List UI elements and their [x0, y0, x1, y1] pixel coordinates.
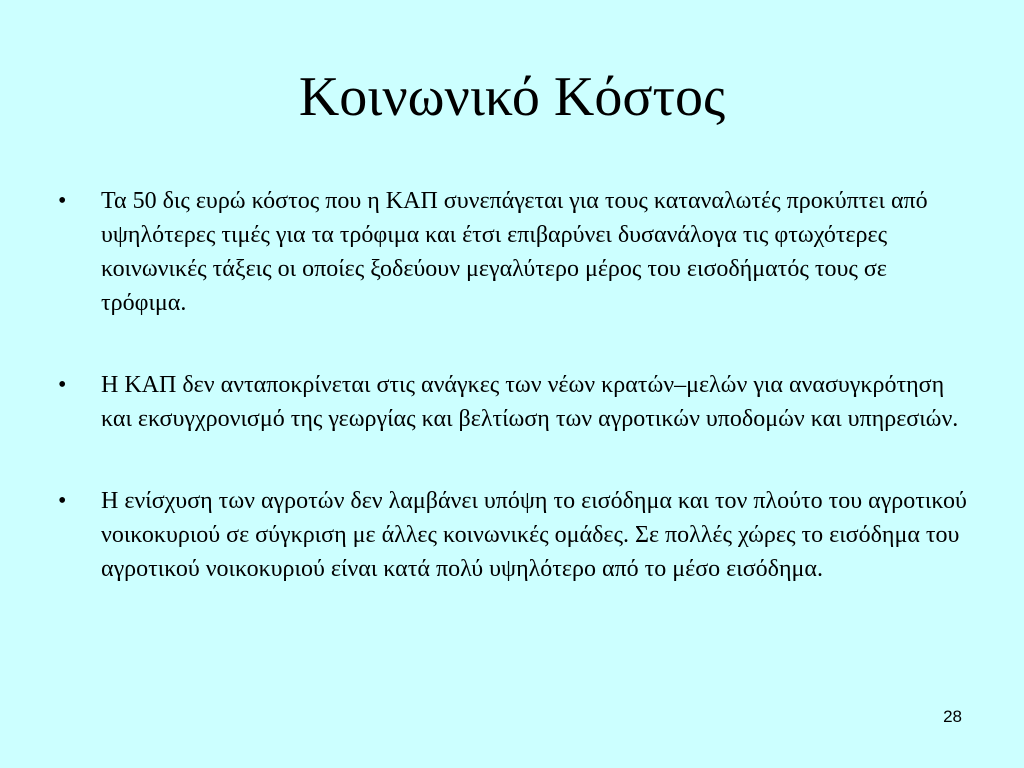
bullet-text: Η ΚΑΠ δεν ανταποκρίνεται στις ανάγκες των νέων κρατών–μελών για ανασυγκρότηση και εκσυγχρονισμό της γεωργίας και βελτίωση των αγροτικών υποδομών και υπηρεσιών.	[101, 372, 959, 432]
bullet-text: Τα 50 δις ευρώ κόστος που η ΚΑΠ συνεπάγεται για τους καταναλωτές προκύπτει από υψηλότερες τιμές για τα τρόφιμα και έτσι επιβαρύνει δυσανάλογα τις φτωχότερες κοινωνικές τάξεις οι οποίες ξοδεύουν μεγαλύτερο μέρος του εισοδήματός τους σε τρόφιμα.	[101, 188, 928, 316]
slide-number: 28	[943, 707, 962, 726]
bullet-icon: •	[58, 488, 67, 514]
bullet-item-consumer-cost	[55, 184, 975, 320]
bullet-icon: •	[58, 188, 67, 214]
bullet-list	[55, 184, 975, 586]
bullet-item-new-member-states	[55, 368, 975, 436]
bullet-icon: •	[58, 372, 67, 398]
bullet-item-farmer-income	[55, 484, 975, 586]
slide-title: Κοινωνικό Κόστος	[298, 66, 726, 128]
bullet-text: Η ενίσχυση των αγροτών δεν λαμβάνει υπόψη το εισόδημα και τον πλούτο του αγροτικού νοικοκυριού σε σύγκριση με άλλες κοινωνικές ομάδες. Σε πολλές χώρες το εισόδημα του αγροτικού νοικοκυριού είναι κατά πολύ υψηλότερο από το μέσο εισόδημα.	[101, 488, 967, 582]
